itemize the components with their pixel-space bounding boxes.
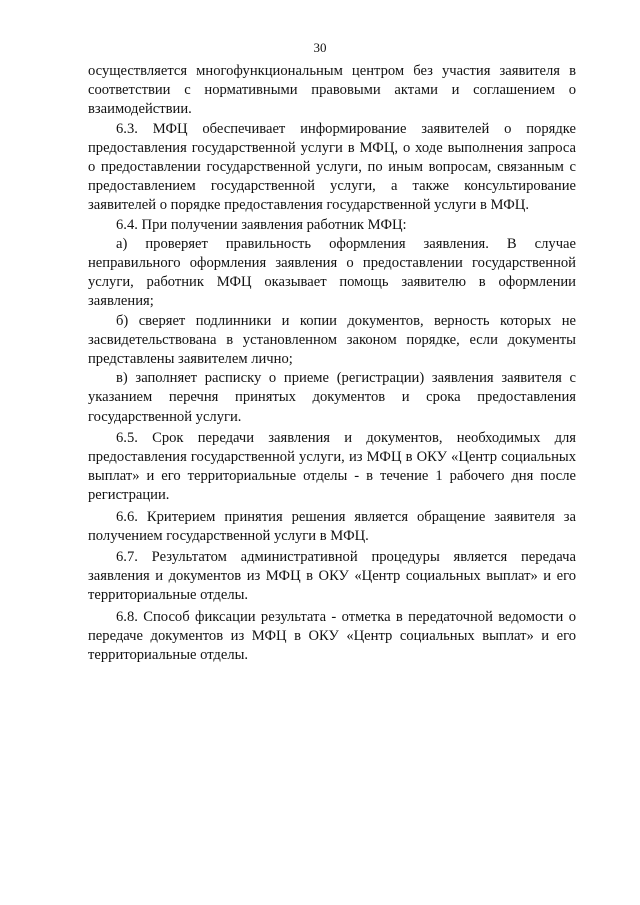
paragraph-6-5: 6.5. Срок передачи заявления и документов, необходимых для предоставления государственной услуги, из МФЦ в ОКУ «Центр социальных выплат» и его территориальные отделы - в течение 1 рабочего дня после регистрации. [88,429,576,504]
paragraph-6-3: 6.3. МФЦ обеспечивает информирование заявителей о порядке предоставления государственной услуги в МФЦ, о ходе выполнения запроса о предоставлении государственной услуги, по иным вопросам, связанным с предоставлением государственной услуги, а также консультирование заявителей о порядке предоставления государственной услуги в МФЦ. [88,120,576,214]
paragraph-6-6: 6.6. Критерием принятия решения является обращение заявителя за получением государственной услуги в МФЦ. [88,508,576,544]
paragraph-continuation: осуществляется многофункциональным центром без участия заявителя в соответствии с нормативными правовыми актами и соглашением о взаимодействии. [88,63,576,118]
paragraph-6-4-b: б) сверяет подлинники и копии документов, верность которых не засвидетельствована в установленном законом порядке, если документы представлены заявителем лично; [88,312,576,368]
paragraph-6-8: 6.8. Способ фиксации результата - отметка в передаточной ведомости о передаче документов из МФЦ в ОКУ «Центр социальных выплат» и его территориальные отделы. [88,608,576,664]
paragraph-6-4-v: в) заполняет расписку о приеме (регистрации) заявления заявителя с указанием перечня принятых документов и срока предоставления государственной услуги. [88,370,576,425]
page-number: 30 [313,40,327,55]
document-body [88,62,576,665]
paragraph-6-4-a: а) проверяет правильность оформления заявления. В случае неправильного оформления заявления о предоставлении государственной услуги, работник МФЦ оказывает помощь заявителю в оформлении заявления; [88,235,576,310]
paragraph-6-7: 6.7. Результатом административной процедуры является передача заявления и документов из МФЦ в ОКУ «Центр социальных выплат» и его территориальные отделы. [88,549,576,604]
paragraph-6-4: 6.4. При получении заявления работник МФЦ: [116,216,407,233]
